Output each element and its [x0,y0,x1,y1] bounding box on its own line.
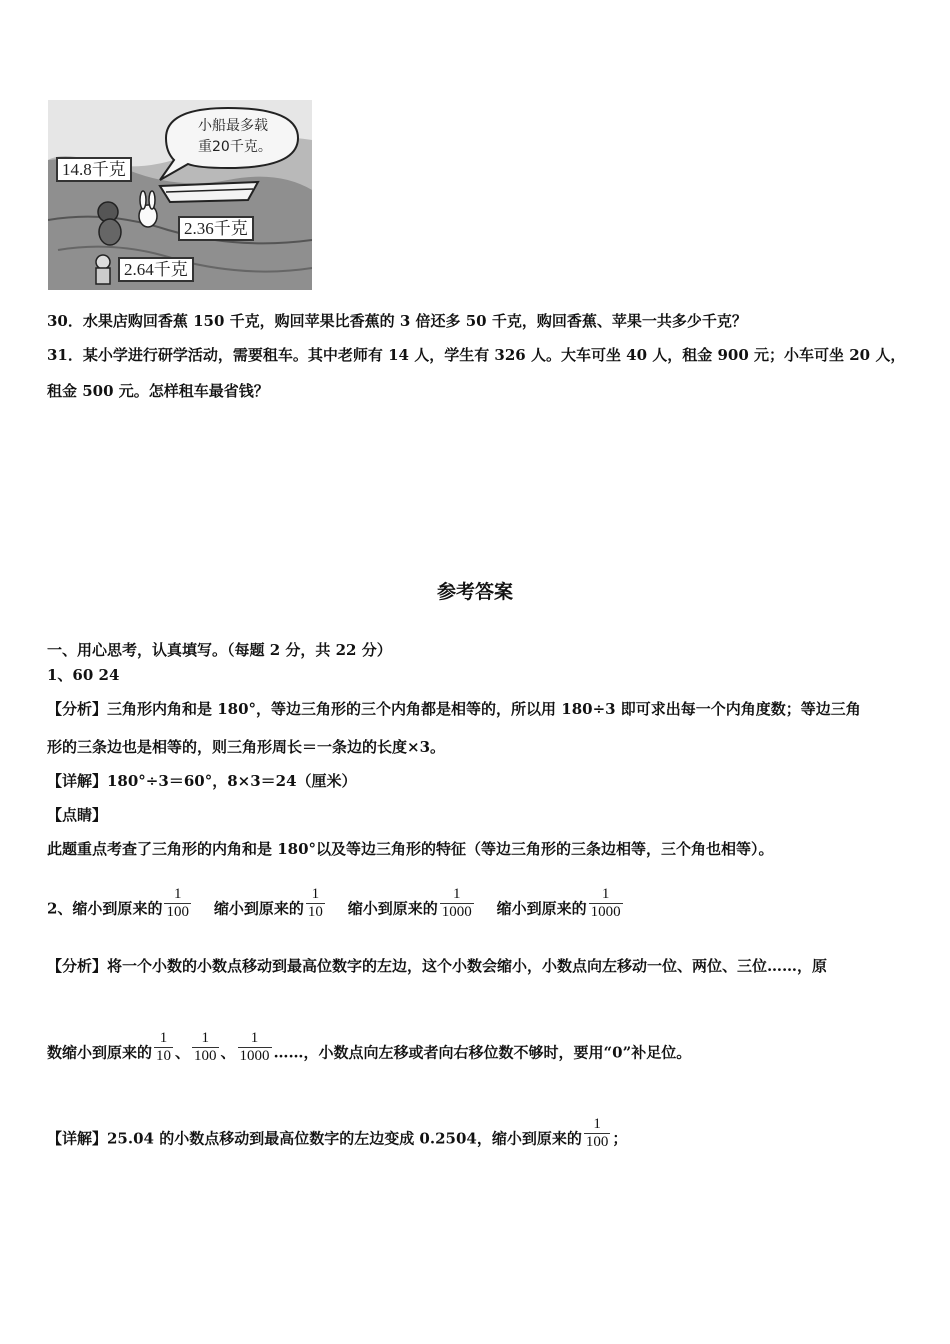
weight-label-rabbit: 2.36千克 [178,216,254,241]
fraction: $\frac{1}{1000}$ [590,886,621,920]
answer-1: 1、60 24 [47,666,120,684]
bubble-text-line1: 小船最多载 [198,118,268,134]
answer-2-text: 缩小到原来的 [347,899,438,918]
detail-prefix: 【详解】25.04 的小数点移动到最高位数字的左边变成 0.2504，缩小到原来的 [47,1129,582,1148]
weight-label-small: 2.64千克 [118,257,194,282]
fraction: $\frac{1}{10}$ [156,1030,172,1064]
answer-2-analysis-line2 [47,1030,914,1071]
answer-2-prefix: 2、缩小到原来的 [47,899,163,918]
answer-1-analysis-line2: 形的三条边也是相等的，则三角形周长＝一条边的长度×3。 [47,738,446,756]
answer-1-detail: 【详解】180°÷3＝60°，8×3＝24（厘米） [47,772,357,790]
separator: 、 [175,1043,191,1062]
answer-2-text: 缩小到原来的 [213,899,304,918]
fraction: $\frac{1}{1000}$ [239,1030,270,1064]
answer-2-analysis-line1: 【分析】将一个小数的小数点移动到最高位数字的左边，这个小数会缩小，小数点向左移动一位、两位、三位……，原 [47,957,828,975]
question-31-line1: 31．某小学进行研学活动，需要租车。其中老师有 14 人，学生有 326 人。大车可坐 40 人，租金 900 元；小车可坐 20 人， [47,346,906,364]
answer-1-analysis-line1: 【分析】三角形内角和是 180°，等边三角形的三个内角都是相等的，所以用 180÷3 即可求出每一个内角度数；等边三角 [47,700,861,718]
question-30: 30．水果店购回香蕉 150 千克，购回苹果比香蕉的 3 倍还多 50 千克，购回香蕉、苹果一共多少千克？ [47,312,747,330]
weight-label-monkey: 14.8千克 [56,157,132,182]
question-31-line2: 租金 500 元。怎样租车最省钱？ [47,382,269,400]
fraction: $\frac{1}{100}$ [194,1030,217,1064]
bubble-text-line2: 重20千克。 [198,139,272,155]
analysis-prefix: 数缩小到原来的 [47,1043,153,1062]
answers-title: 参考答案 [436,581,513,603]
boat-illustration [48,100,312,290]
fraction: $\frac{1}{1000}$ [441,886,472,920]
analysis-suffix: ……，小数点向左移或者向右移位数不够时，要用“0”补足位。 [273,1043,692,1062]
fraction: $\frac{1}{10}$ [307,886,323,920]
answer-1-tip-label: 【点睛】 [47,806,108,824]
answer-2-detail [47,1116,914,1157]
fraction: $\frac{1}{100}$ [585,1116,609,1150]
answer-2 [47,886,914,927]
answer-2-text: 缩小到原来的 [496,899,587,918]
section-1-heading: 一、用心思考，认真填写。（每题 2 分，共 22 分） [47,641,392,659]
separator: 、 [220,1043,236,1062]
fraction: $\frac{1}{100}$ [166,886,189,920]
detail-suffix: ； [612,1129,628,1148]
answer-1-tip: 此题重点考查了三角形的内角和是 180°以及等边三角形的特征（等边三角形的三条边相等，三个角也相等）。 [47,840,774,858]
